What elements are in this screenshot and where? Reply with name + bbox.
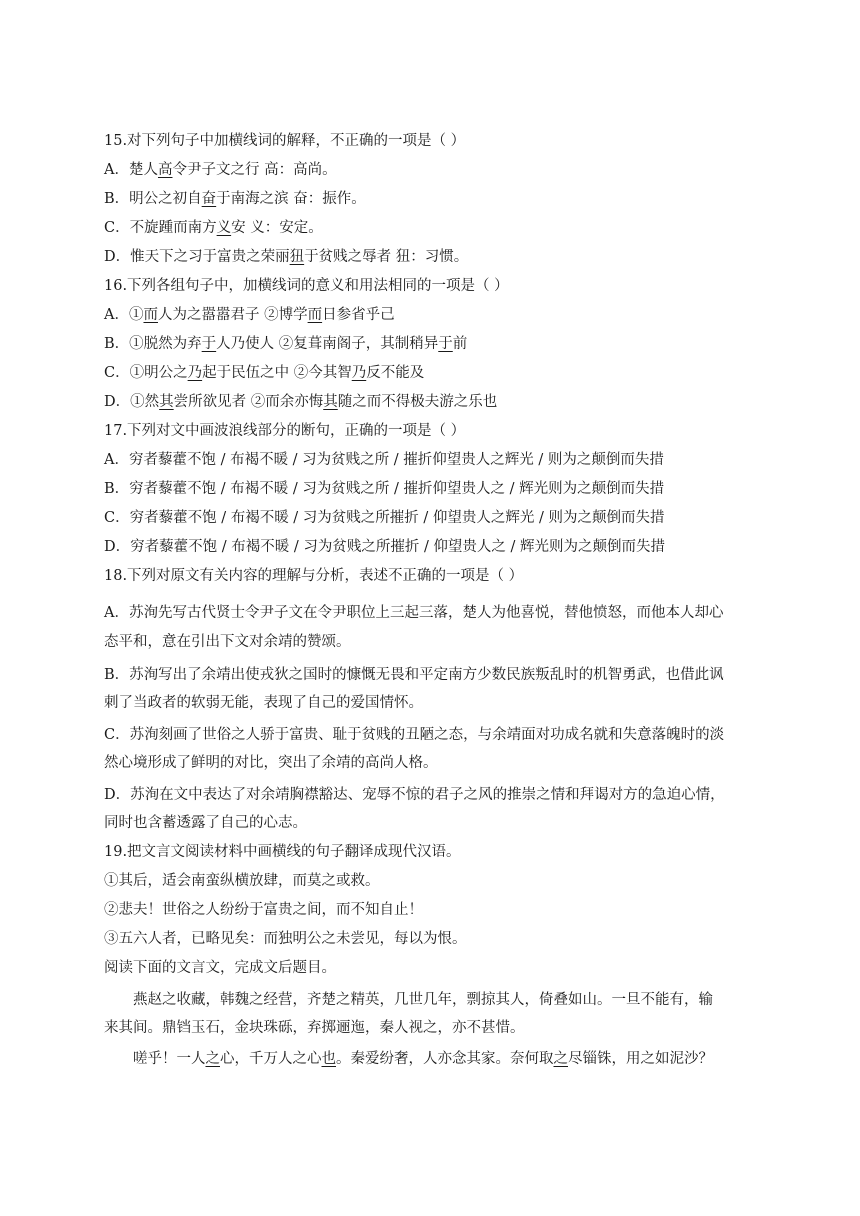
text-run: C．不旋踵而南方 <box>104 220 217 236</box>
text-line <box>104 566 764 586</box>
underlined-word: 狃 <box>289 249 305 265</box>
text-run: B．苏洵写出了余靖出使戎狄之国时的慷慨无畏和平定南方少数民族叛乱时的机智勇武，也借此讽 <box>104 667 724 683</box>
text-line <box>104 363 764 383</box>
text-run: 。秦爱纷奢，人亦念其家。奈何取 <box>336 1051 554 1067</box>
underlined-word: 而 <box>143 307 158 323</box>
text-run: 然心境形成了鲜明的对比，突出了余靖的高尚人格。 <box>104 755 438 771</box>
text-line <box>104 900 764 920</box>
text-line <box>104 305 764 325</box>
text-line <box>104 160 764 180</box>
underlined-word: 也 <box>321 1051 336 1067</box>
text-line <box>104 247 764 267</box>
text-line <box>104 479 764 499</box>
text-run: 18.下列对原文有关内容的理解与分析，表述不正确的一项是（ ） <box>104 568 524 584</box>
text-run: A．① <box>104 307 144 323</box>
text-run: B．穷者藜藿不饱 / 布褐不暖 / 习为贫贱之所 / 摧折仰望贵人之 / 辉光则为之颠倒而失措 <box>104 481 665 497</box>
text-line <box>104 725 764 745</box>
text-line <box>104 665 764 685</box>
text-run: 阅读下面的文言文，完成文后题目。 <box>104 960 336 976</box>
text-line <box>104 537 764 557</box>
underlined-word: 义 <box>216 220 232 236</box>
underlined-word: 之 <box>553 1051 568 1067</box>
text-run: A．楚人 <box>104 162 158 178</box>
text-run: 人为之嚣嚣君子 ②博学 <box>157 307 308 323</box>
text-line <box>104 508 764 528</box>
text-run: 17.下列对文中画波浪线部分的断句，正确的一项是（ ） <box>104 423 466 439</box>
underlined-word: 之 <box>205 1051 220 1067</box>
text-line <box>104 131 764 151</box>
text-run: C．①明公之 <box>104 365 188 381</box>
text-run: D．穷者藜藿不饱 / 布褐不暖 / 习为贫贱之所摧折 / 仰望贵人之 / 辉光则为之颠倒而失措 <box>104 539 666 555</box>
text-line <box>104 392 764 412</box>
underlined-word: 高 <box>157 162 173 178</box>
text-run: 态平和，意在引出下文对余靖的赞颂。 <box>104 634 351 650</box>
text-run: 15.对下列句子中加横线词的解释，不正确的一项是（ ） <box>104 133 466 149</box>
text-line <box>104 603 764 623</box>
text-run: 来其间。鼎铛玉石，金块珠砾，弃掷逦迤，秦人视之，亦不甚惜。 <box>104 1020 525 1036</box>
text-line <box>104 276 764 296</box>
text-line <box>104 632 764 652</box>
text-run: 起于民伍之中 ②今其智 <box>202 365 352 381</box>
underlined-word: 于 <box>201 336 217 352</box>
text-run: 安 义：安定。 <box>231 220 323 236</box>
text-run: 随之而不得极夫游之乐也 <box>337 394 498 410</box>
text-line <box>104 1049 764 1069</box>
text-line <box>104 813 764 833</box>
text-run: C．穷者藜藿不饱 / 布褐不暖 / 习为贫贱之所摧折 / 仰望贵人之辉光 / 则为之颠倒而失措 <box>104 510 665 526</box>
text-line <box>104 929 764 949</box>
text-run: D．苏洵在文中表达了对余靖胸襟豁达、宠辱不惊的君子之风的推崇之情和拜谒对方的急迫心情， <box>104 787 725 803</box>
text-line <box>104 334 764 354</box>
text-run: B．①脱然为弃 <box>104 336 202 352</box>
text-run: 日参省乎己 <box>322 307 395 323</box>
text-run: D．①然 <box>104 394 160 410</box>
text-run: 反不能及 <box>366 365 425 381</box>
text-line <box>104 450 764 470</box>
underlined-word: 奋 <box>201 191 217 207</box>
text-run: 人乃使人 ②复葺南阁子，其制稍异 <box>216 336 439 352</box>
text-line <box>104 1018 764 1038</box>
text-run: C．苏洵刻画了世俗之人骄于富贵、耻于贫贱的丑陋之态，与余靖面对功成名就和失意落魄时的淡 <box>104 727 725 743</box>
text-run: ③五六人者，已略见矣：而独明公之未尝见，每以为恨。 <box>104 931 467 947</box>
text-run: 尽锱铢，用之如泥沙？ <box>568 1051 713 1067</box>
text-run: 心，千万人之心 <box>220 1051 322 1067</box>
text-line <box>104 990 764 1010</box>
text-line <box>104 189 764 209</box>
text-line <box>104 785 764 805</box>
underlined-word: 乃 <box>187 365 203 381</box>
text-run: B．明公之初自 <box>104 191 202 207</box>
text-run: 同时也含蓄透露了自己的心志。 <box>104 815 307 831</box>
text-run: 16.下列各组句子中，加横线词的意义和用法相同的一项是（ ） <box>104 278 509 294</box>
underlined-word: 乃 <box>351 365 367 381</box>
underlined-word: 其 <box>159 394 174 410</box>
text-run: 刺了当政者的软弱无能，表现了自己的爱国情怀。 <box>104 695 423 711</box>
text-line <box>104 753 764 773</box>
text-line <box>104 218 764 238</box>
text-line <box>104 421 764 441</box>
text-run: 尝所欲见者 ②而余亦悔 <box>173 394 324 410</box>
text-line <box>104 871 764 891</box>
text-line <box>104 693 764 713</box>
text-run: 于南海之滨 奋：振作。 <box>216 191 366 207</box>
text-run: ①其后，适会南蛮纵横放肆，而莫之或救。 <box>104 873 380 889</box>
text-run: 嗟乎！一人 <box>133 1051 206 1067</box>
text-run: 于贫贱之辱者 狃：习惯。 <box>304 249 469 265</box>
underlined-word: 于 <box>438 336 453 352</box>
text-run: A．苏洵先写古代贤士令尹子文在令尹职位上三起三落，楚人为他喜悦，替他愤怒，而他本人却心 <box>104 605 724 621</box>
text-run: D．惟天下之习于富贵之荣丽 <box>104 249 290 265</box>
underlined-word: 而 <box>307 307 323 323</box>
text-run: 前 <box>452 336 468 352</box>
text-line <box>104 842 764 862</box>
text-line <box>104 958 764 978</box>
text-run: 19.把文言文阅读材料中画横线的句子翻译成现代汉语。 <box>104 844 461 860</box>
underlined-word: 其 <box>323 394 338 410</box>
text-run: 燕赵之收藏，韩魏之经营，齐楚之精英，几世几年，剽掠其人，倚叠如山。一旦不能有，输 <box>133 992 713 1008</box>
text-run: 令尹子文之行 高：高尚。 <box>172 162 337 178</box>
text-run: A．穷者藜藿不饱 / 布褐不暖 / 习为贫贱之所 / 摧折仰望贵人之辉光 / 则为之颠倒而失措 <box>104 452 664 468</box>
text-run: ②悲夫！世俗之人纷纷于富贵之间，而不知自止！ <box>104 902 423 918</box>
